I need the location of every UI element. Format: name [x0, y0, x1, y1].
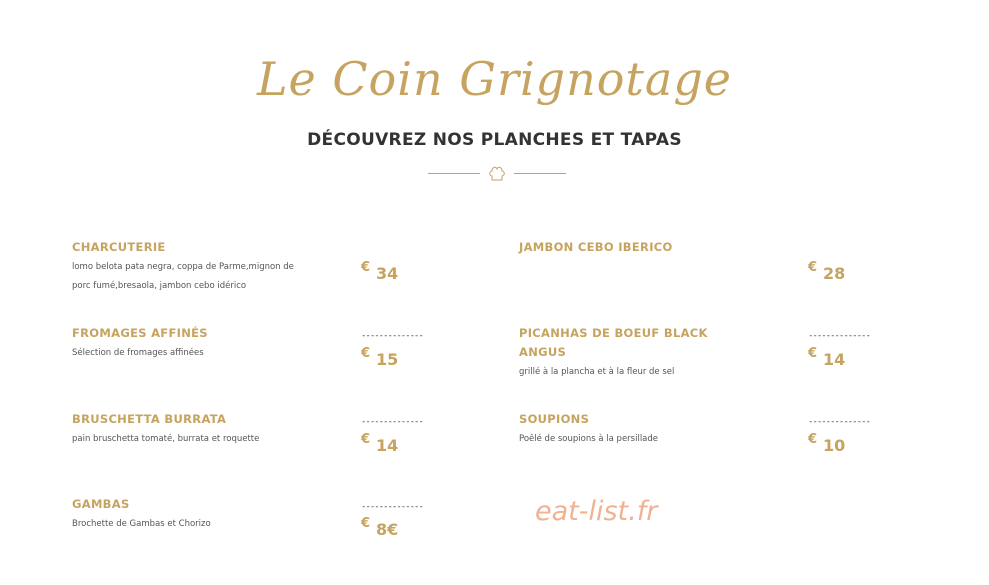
item-name: BRUSCHETTA BURRATA — [72, 412, 227, 426]
currency-symbol: € — [808, 260, 818, 275]
currency-symbol: € — [808, 432, 818, 447]
item-description: Poêlé de soupions à la persillade — [519, 434, 659, 444]
menu-item-picanhas — [519, 324, 759, 382]
menu-item-soupions — [519, 410, 759, 449]
currency-symbol: € — [361, 432, 371, 447]
item-description: grillé à la plancha et à la fleur de sel — [519, 367, 675, 377]
menu-subtitle: DÉCOUVREZ NOS PLANCHES ET TAPAS — [307, 130, 682, 150]
menu-item-charcuterie — [72, 238, 312, 296]
item-name: PICANHAS DE BOEUF BLACK ANGUS — [519, 326, 708, 359]
item-description: pain bruschetta tomaté, burrata et roquette — [72, 434, 260, 444]
price-separator: -------------- — [361, 331, 423, 341]
item-name: GAMBAS — [72, 497, 130, 511]
price-value: 28 — [823, 264, 846, 283]
watermark-text: eat-list.fr — [535, 496, 658, 527]
item-name: SOUPIONS — [519, 412, 590, 426]
title-ornament — [428, 164, 566, 184]
ornament-line-left — [428, 173, 480, 174]
price-value: 14 — [376, 436, 399, 455]
currency-symbol: € — [808, 346, 818, 361]
item-name: CHARCUTERIE — [72, 240, 166, 254]
item-description: Brochette de Gambas et Chorizo — [72, 519, 211, 529]
menu-item-gambas — [72, 495, 312, 534]
item-name: JAMBON CEBO IBERICO — [519, 240, 673, 254]
price-value: 8€ — [376, 520, 399, 539]
price-separator: -------------- — [808, 331, 870, 341]
ornament-line-right — [514, 173, 566, 174]
price-value: 34 — [376, 264, 399, 283]
price-value: 10 — [823, 436, 846, 455]
item-description: Sélection de fromages affinées — [72, 348, 204, 358]
price-value: 15 — [376, 350, 399, 369]
menu-item-fromages — [72, 324, 312, 363]
price-separator: -------------- — [361, 417, 423, 427]
item-name: FROMAGES AFFINÉS — [72, 326, 208, 340]
currency-symbol: € — [361, 516, 371, 531]
currency-symbol: € — [361, 260, 371, 275]
price-separator: -------------- — [808, 417, 870, 427]
menu-item-bruschetta — [72, 410, 312, 449]
chef-hat-icon — [487, 164, 507, 184]
currency-symbol: € — [361, 346, 371, 361]
menu-title: Le Coin Grignotage — [256, 52, 733, 106]
item-description: lomo belota pata negra, coppa de Parme,mignon de porc fumé,bresaola, jambon cebo idérico — [72, 262, 294, 291]
price-value: 14 — [823, 350, 846, 369]
menu-item-jambon — [519, 238, 719, 257]
price-separator: -------------- — [361, 502, 423, 512]
